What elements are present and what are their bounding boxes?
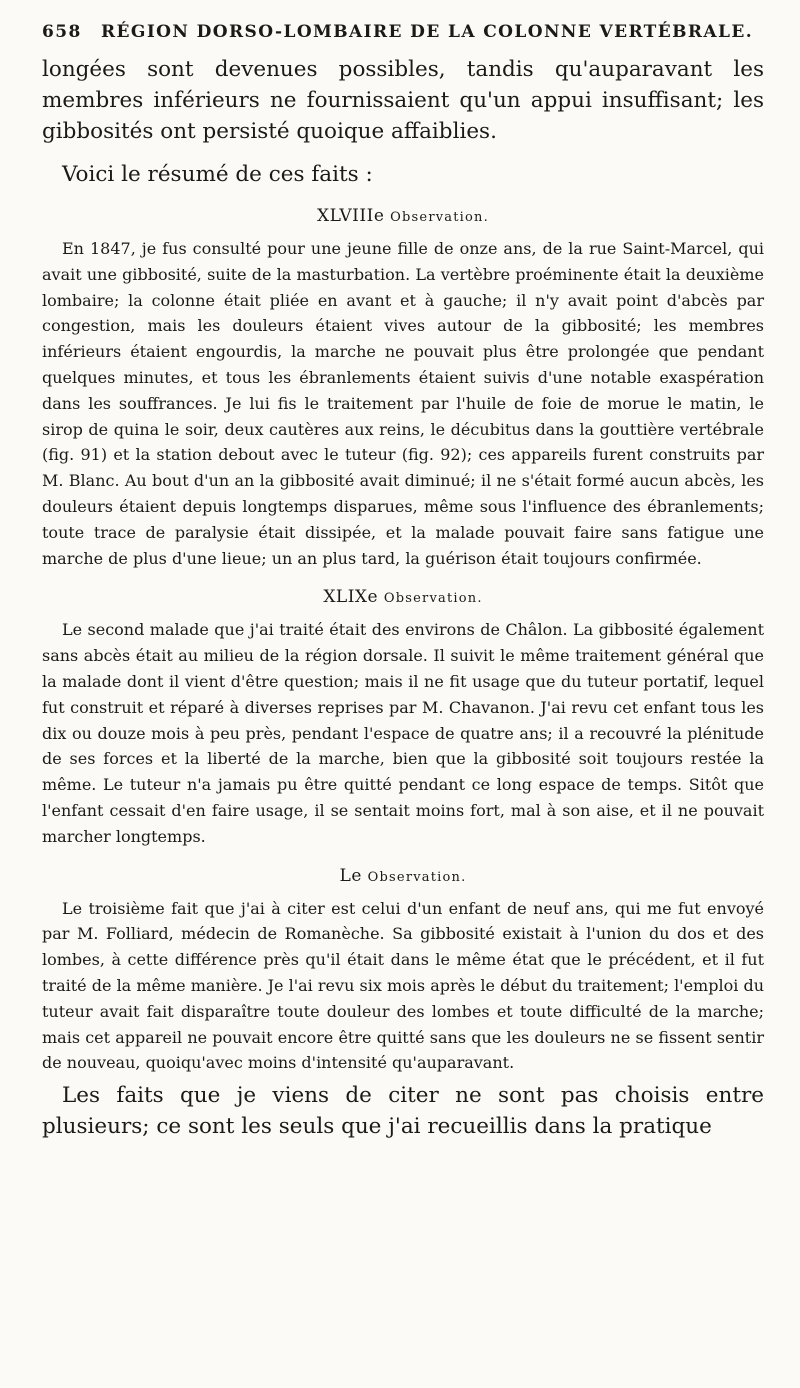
observation-label: Observation. [367, 869, 467, 885]
observation-number: XLVIIIe [317, 206, 385, 226]
observation-text-50: Le troisième fait que j'ai à citer est celui d'un enfant de neuf ans, qui me fut envoyé par M. Folliard, médecin de Romanèche. Sa gibbosité existait à l'union du dos et des lombes, à cette différence près qu'il était dans le même état que le précédent, et il fut traité de la même manière. Je l'ai revu six mois après le début du traitement; l'emploi du tuteur avait fait disparaître toute douleur des lombes et toute difficulté de la marche; mais cet appareil ne pouvait encore être quitté sans que les douleurs ne se fissent sentir de nouveau, quoiqu'avec moins d'intensité qu'auparavant. [42, 898, 764, 1073]
observation-heading-49 [42, 587, 764, 609]
running-head [42, 0, 764, 42]
observation-label: Observation. [383, 591, 483, 607]
observation-label: Observation. [390, 210, 489, 225]
observation-text-48: En 1847, je fus consulté pour une jeune fille de onze ans, de la rue Saint-Marcel, qui avait une gibbosité, suite de la masturbation. La vertèbre proéminente était la deuxième lombaire; la colonne était pliée en avant et à gauche; il n'y avait point d'abcès par congestion, mais les douleurs étaient vives autour de la gibbosité; les membres inférieurs étaient engourdis, la marche ne pouvait plus être prolongée que pendant quelques minutes, et tous les ébranlements étaient suivis d'une notable exaspération dans les souffrances. Je lui fis le traitement par l'huile de foie de morue le matin, le sirop de quina le soir, deux cautères aux reins, le décubitus dans la gouttière vertébrale (fig. 91) et la station debout avec le tuteur (fig. 92); ces appareils furent construits par M. Blanc. Au bout d'un an la gibbosité avait diminué; il ne s'était formé aucun abcès, les douleurs étaient depuis longtemps disparues, même sous l'influence des ébranlements; toute trace de paralysie était dissipée, et la malade pouvait faire sans fatigue une marche de plus d'une lieue; un an plus tard, la guérison était toujours confirmée. [42, 239, 764, 568]
observation-number: XLIXe [323, 587, 379, 608]
running-title: RÉGION DORSO-LOMBAIRE DE LA COLONNE VERTÉBRALE. [101, 22, 754, 42]
observation-text-49: Le second malade que j'ai traité était des environs de Châlon. La gibbosité également sans abcès était au milieu de la région dorsale. Il suivit le même traitement général que la malade dont il vient d'être question; mais il ne fit usage que du tuteur portatif, lequel fut construit et réparé à diverses reprises par M. Chavanon. J'ai revu cet enfant tous les dix ou douze mois à peu près, pendant l'espace de quatre ans; il a recouvré la plénitude de ses forces et la liberté de la marche, bien que la gibbosité soit toujours restée la même. Le tuteur n'a jamais pu être quitté pendant ce long espace de temps. Sitôt que l'enfant cessait d'en faire usage, il se sentait moins fort, mal à son aise, et il ne pouvait marcher longtemps. [42, 620, 764, 846]
observation-number: Le [339, 865, 362, 886]
observation-heading-50 [42, 866, 764, 888]
closing-paragraph: Les faits que je viens de citer ne sont pas choisis entre plusieurs; ce sont les seuls que j'ai recueillis dans la pratique [42, 1083, 764, 1140]
page-number: 658 [42, 22, 82, 42]
summary-line: Voici le résumé de ces faits : [62, 162, 373, 187]
intro-paragraph: longées sont devenues possibles, tandis qu'auparavant les membres inférieurs ne fournissaient qu'un appui insuffisant; les gibbosités ont persisté quoique affaiblies. [42, 57, 764, 144]
observation-heading-48 [42, 206, 764, 228]
